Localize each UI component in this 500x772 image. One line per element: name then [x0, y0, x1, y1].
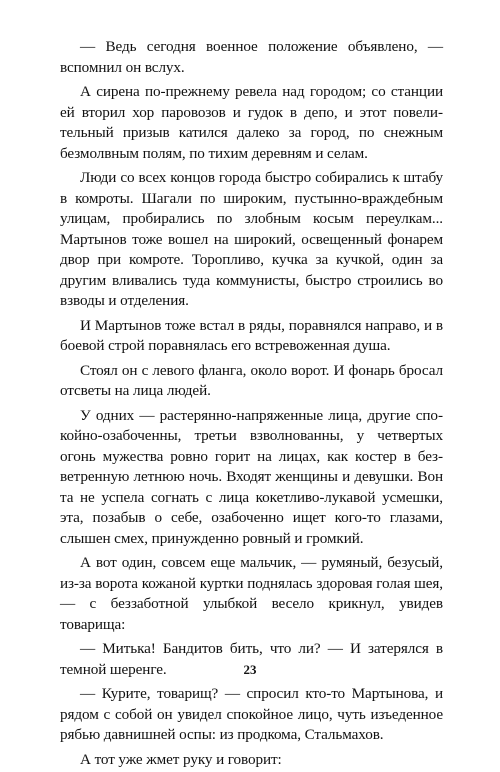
- paragraph-10: А тот уже жмет руку и говорит:: [80, 750, 282, 768]
- paragraph-8: — Митька! Бандитов бить, что ли? — И затерялся в темной шеренге.: [60, 640, 443, 678]
- page-number: 23: [243, 662, 257, 677]
- paragraph-2: А сирена по-прежнему ревела над городом; со станции ей вторил хор паровозов и гудок в депо, и этот повелительный призыв катился далеко за город, по снежным безмолвным полям, по тихим деревням и селам.: [60, 83, 443, 162]
- paragraph-9: — Курите, товарищ? — спросил кто-то Мартынова, и рядом с собой он увидел спокойное лицо, чуть изъеденное рябью давнишней оспы: из продкома, Стальмахов.: [60, 685, 443, 743]
- paragraph-4: И Мартынов тоже встал в ряды, поравнялся направо, и в боевой строй поравнялась его встревоженная душа.: [60, 316, 443, 354]
- paragraph-6: У одних — растерянно-напряженные лица, другие спокойно-озабоченны, третьи взволнованны, у четвертых огонь мужества ровно горит на лицах, как костер в безветренную летнюю ночь. Входят женщины и девушки. Вон та не успела согнать с лица кокетливо-лукавой усмешки, эта, позабыв о себе, озабоченно ищет кого-то глазами, слышен смех, принужденно ровный и громкий.: [60, 406, 443, 547]
- paragraph-3: Люди со всех концов города быстро собирались к штабу в комроты. Шагали по широким, пустынно-враждебным улицам, пробирались по злобным косым переулкам... Мартынов тоже вошел на широкий, освещенный фонарем двор при комроте. Торопливо, кучка за кучкой, один за другим вливались туда коммунисты, быстро строились во взводы и отделения.: [60, 169, 443, 309]
- paragraph-7: А вот один, совсем еще мальчик, — румяный, безусый, из-за ворота кожаной куртки поднялась здоровая голая шея, — с беззаботной улыбкой весело крикнул, увидев товарища:: [60, 554, 443, 633]
- paragraph-1: — Ведь сегодня военное положение объявлено, — вспомнил он вслух.: [60, 38, 443, 76]
- paragraph-5: Стоял он с левого фланга, около ворот. И фонарь бросал отсветы на лица людей.: [60, 361, 443, 399]
